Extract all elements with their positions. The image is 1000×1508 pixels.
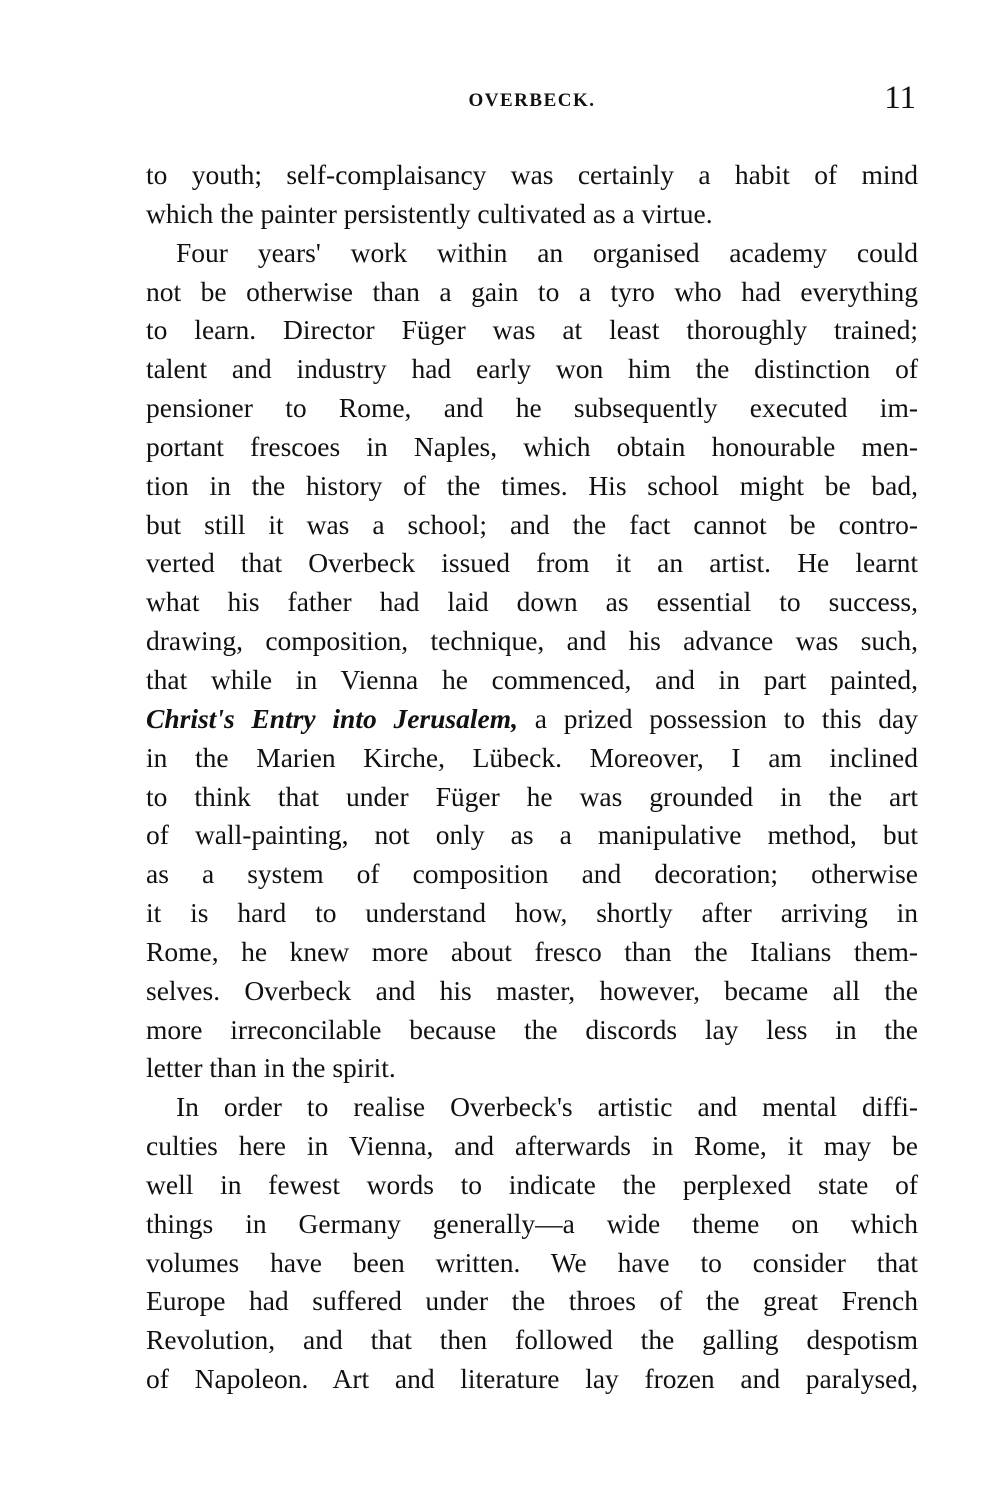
line-text: culties here in Vienna, and afterwards in Rome, it may be xyxy=(146,1130,918,1162)
text-line xyxy=(146,855,918,894)
line-text: to think that under Füger he was grounded in the art xyxy=(146,780,918,812)
text-line xyxy=(146,1166,918,1205)
text-line xyxy=(146,1049,918,1088)
line-text: letter than in the spirit. xyxy=(146,1052,396,1084)
line-text: Europe had suffered under the throes of the great French xyxy=(146,1285,918,1317)
line-text: a prized possession to this day xyxy=(518,702,918,734)
italic-title: Christ's Entry into Jerusalem, xyxy=(146,702,518,734)
line-text: what his father had laid down as essential to success, xyxy=(146,586,918,618)
line-text: to learn. Director Füger was at least thoroughly trained; xyxy=(146,314,918,346)
text-line xyxy=(146,778,918,817)
text-line xyxy=(146,933,918,972)
text-line xyxy=(146,972,918,1011)
text-line xyxy=(146,622,918,661)
text-line xyxy=(146,700,918,739)
line-text: that while in Vienna he commenced, and in part painted, xyxy=(146,663,918,695)
line-text: tion in the history of the times. His school might be bad, xyxy=(146,469,918,501)
line-text: pensioner to Rome, and he subsequently executed im- xyxy=(146,392,918,424)
text-line xyxy=(146,1088,918,1127)
line-text: more irreconcilable because the discords lay less in the xyxy=(146,1013,918,1045)
text-line xyxy=(146,234,918,273)
line-text: Revolution, and that then followed the galling despotism xyxy=(146,1324,918,1356)
text-line xyxy=(146,311,918,350)
line-text: but still it was a school; and the fact cannot be contro- xyxy=(146,508,918,540)
line-text: it is hard to understand how, shortly after arriving in xyxy=(146,897,918,929)
text-line xyxy=(146,1244,918,1283)
line-text: of wall-painting, not only as a manipulative method, but xyxy=(146,819,918,851)
text-line xyxy=(146,428,918,467)
line-text: not be otherwise than a gain to a tyro who had everything xyxy=(146,275,918,307)
text-line xyxy=(146,273,918,312)
text-line xyxy=(146,195,918,234)
line-text: to youth; self-complaisancy was certainly a habit of mind xyxy=(146,159,918,190)
text-line xyxy=(146,156,918,195)
line-text: which the painter persistently cultivated as a virtue. xyxy=(146,197,713,229)
line-text: well in fewest words to indicate the perplexed state of xyxy=(146,1168,918,1200)
page-header xyxy=(146,80,918,124)
text-line xyxy=(146,739,918,778)
text-line xyxy=(146,1205,918,1244)
text-line xyxy=(146,1321,918,1360)
page-number: 11 xyxy=(884,80,916,116)
line-text: of Napoleon. Art and literature lay frozen and paralysed, xyxy=(146,1363,918,1395)
line-text: Rome, he knew more about fresco than the Italians them- xyxy=(146,935,918,967)
text-line xyxy=(146,894,918,933)
text-line xyxy=(146,1282,918,1321)
text-line xyxy=(146,583,918,622)
text-line xyxy=(146,544,918,583)
text-line xyxy=(146,350,918,389)
line-text: Four years' work within an organised academy could xyxy=(176,236,918,268)
line-text: In order to realise Overbeck's artistic and mental diffi- xyxy=(176,1091,918,1123)
text-line xyxy=(146,1360,918,1399)
text-line xyxy=(146,506,918,545)
line-text: in the Marien Kirche, Lübeck. Moreover, I am inclined xyxy=(146,741,918,773)
line-text: portant frescoes in Naples, which obtain honourable men- xyxy=(146,430,918,462)
line-text: talent and industry had early won him the distinction of xyxy=(146,353,918,385)
text-line xyxy=(146,1011,918,1050)
line-text: things in Germany generally—a wide theme on which xyxy=(146,1207,918,1239)
text-line xyxy=(146,467,918,506)
line-text: volumes have been written. We have to consider that xyxy=(146,1246,918,1278)
running-title: OVERBECK. xyxy=(468,90,596,111)
line-text: verted that Overbeck issued from it an artist. He learnt xyxy=(146,547,918,579)
line-text: as a system of composition and decoration; otherwise xyxy=(146,858,918,890)
text-line xyxy=(146,1127,918,1166)
text-line xyxy=(146,389,918,428)
line-text: selves. Overbeck and his master, however, became all the xyxy=(146,974,918,1006)
text-line xyxy=(146,661,918,700)
line-text: drawing, composition, technique, and his advance was such, xyxy=(146,625,918,657)
text-line xyxy=(146,816,918,855)
body-text xyxy=(146,156,918,1399)
